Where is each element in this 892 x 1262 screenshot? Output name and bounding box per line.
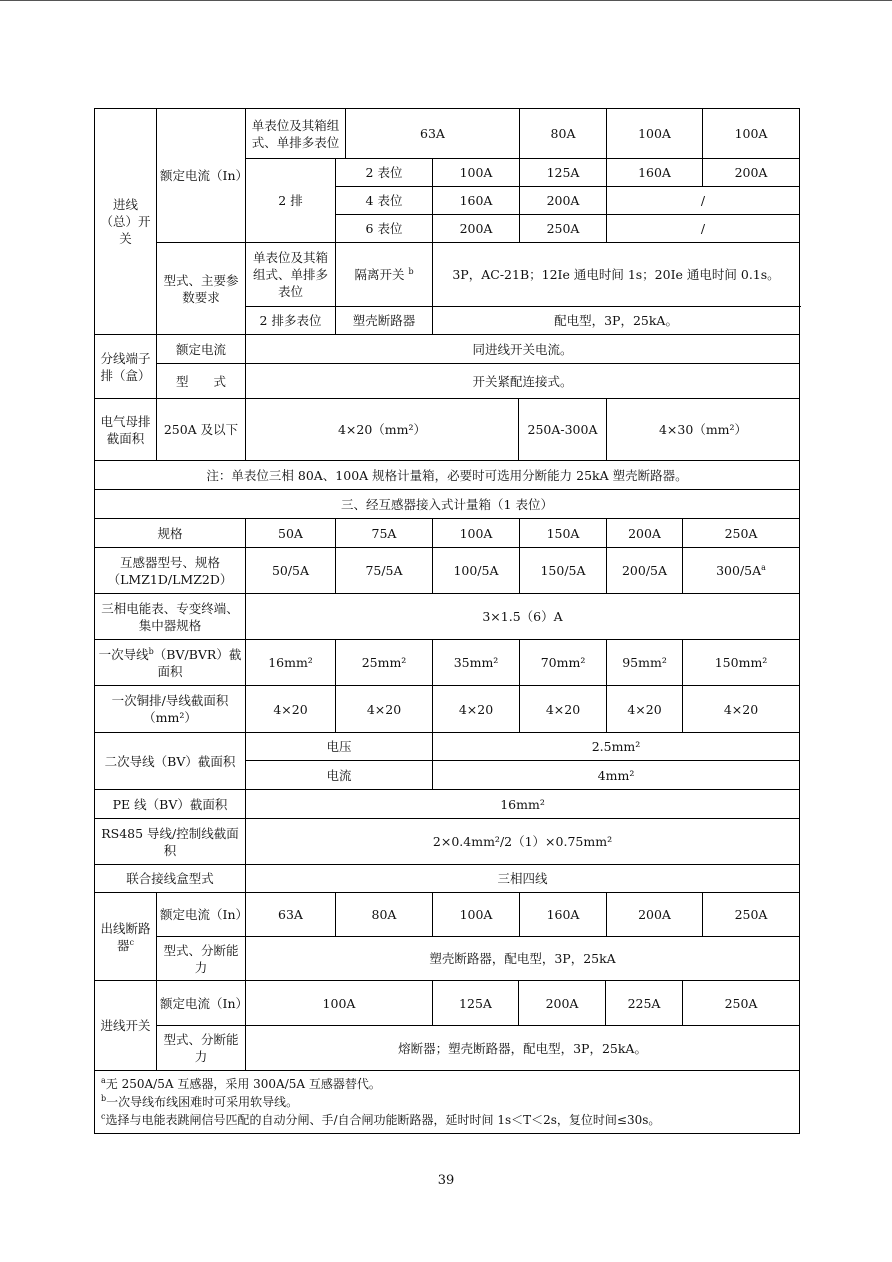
metering-box-spec-table	[94, 108, 800, 1134]
cell: 4×30（mm²）	[607, 399, 800, 461]
cell: 2.5mm²	[433, 733, 800, 761]
cell: 100A	[246, 981, 433, 1026]
incoming-main-switch-label: 进线（总）开关	[95, 109, 157, 335]
spec-label: 规格	[95, 519, 246, 548]
cell: 35mm²	[433, 640, 520, 686]
pe-wire-label: PE 线（BV）截面积	[95, 790, 246, 819]
cell: 150mm²	[683, 640, 800, 686]
rs485-label: RS485 导线/控制线截面积	[95, 819, 246, 865]
cell: 16mm²	[246, 640, 336, 686]
cell: 型式、分断能力	[157, 937, 246, 981]
cell: 250A	[703, 893, 800, 937]
cell: 三相四线	[246, 865, 800, 893]
cell: 70mm²	[520, 640, 607, 686]
cell: 50A	[246, 519, 336, 548]
cell: 160A	[607, 159, 703, 187]
branch-terminal-label: 分线端子排（盒）	[95, 335, 157, 399]
cell: 80A	[336, 893, 433, 937]
secondary-wire-label: 二次导线（BV）截面积	[95, 733, 246, 790]
cell: 2 表位	[336, 159, 433, 187]
cell: 4×20	[433, 686, 520, 733]
cell: 250A	[520, 215, 607, 243]
footnote: $^c$选择与电能表跳闸信号匹配的自动分闸、手/自合闸功能断路器，延时时间 1s＜T＜2s，复位时间≤30s。	[101, 1112, 661, 1127]
incoming-switch-label: 进线开关	[95, 981, 157, 1071]
cell: 250A	[683, 981, 800, 1026]
cell: 250A 及以下	[157, 399, 246, 461]
cell: 250A-300A	[519, 399, 607, 461]
two-rows-label: 2 排	[246, 159, 336, 243]
cell: /	[607, 187, 800, 215]
footnotes	[95, 1071, 800, 1134]
footnote: $^a$无 250A/5A 互感器，采用 300A/5A 互感器替代。	[101, 1076, 381, 1091]
cell: 4×20	[607, 686, 683, 733]
cell: 100/5A	[433, 548, 520, 594]
cell: 型式、分断能力	[157, 1026, 246, 1071]
cell: 2×0.4mm²/2（1）×0.75mm²	[246, 819, 800, 865]
meter-spec-label: 三相电能表、专变终端、集中器规格	[95, 594, 246, 640]
cell: 塑壳断路器	[336, 307, 433, 335]
cell: 100A	[433, 519, 520, 548]
cell: 开关紧配连接式。	[246, 364, 800, 399]
cell: 单表位及其箱组式、单排多表位	[246, 243, 336, 307]
cell: 200/5A	[607, 548, 683, 594]
cell: 250A	[683, 519, 800, 548]
cell: 200A	[433, 215, 520, 243]
junction-box-label: 联合接线盒型式	[95, 865, 246, 893]
cell: 95mm²	[607, 640, 683, 686]
cell: 4mm²	[433, 761, 800, 790]
cell: 4×20	[336, 686, 433, 733]
isolator-label: 隔离开关 $^b$	[336, 243, 433, 307]
section-title: 三、经互感器接入式计量箱（1 表位）	[95, 490, 800, 519]
cell: 4 表位	[336, 187, 433, 215]
cell: 4×20	[520, 686, 607, 733]
rated-current-label: 额定电流（In）	[157, 109, 246, 243]
cell: 电流	[246, 761, 433, 790]
cell: 100A	[433, 893, 520, 937]
cell: 16mm²	[246, 790, 800, 819]
busbar-label: 电气母排截面积	[95, 399, 157, 461]
footnote: $^b$一次导线布线困难时可采用软导线。	[101, 1094, 299, 1109]
cell: 25mm²	[336, 640, 433, 686]
cell: 200A	[519, 981, 606, 1026]
cell: 200A	[607, 519, 683, 548]
cell: 塑壳断路器，配电型，3P，25kA	[246, 937, 800, 981]
type-requirement-label: 型式、主要参数要求	[157, 243, 246, 335]
cell: 50/5A	[246, 548, 336, 594]
cell: 150/5A	[520, 548, 607, 594]
cell: 额定电流（In）	[157, 893, 246, 937]
primary-copper-label: 一次铜排/导线截面积（mm²）	[95, 686, 246, 733]
cell: 200A	[607, 893, 703, 937]
ct-model-label: 互感器型号、规格（LMZ1D/LMZ2D）	[95, 548, 246, 594]
cell: 100A	[607, 109, 703, 159]
cell: 6 表位	[336, 215, 433, 243]
cell: 同进线开关电流。	[246, 335, 800, 364]
cell: 225A	[606, 981, 683, 1026]
page-top-rule	[0, 0, 892, 1]
cell: 160A	[520, 893, 607, 937]
cell: 80A	[520, 109, 607, 159]
cell: $300/5A^a$	[683, 548, 800, 594]
cell: 3×1.5（6）A	[246, 594, 800, 640]
single-meter-label: 单表位及其箱组式、单排多表位	[246, 109, 346, 159]
cell: 125A	[433, 981, 519, 1026]
cell: 200A	[703, 159, 800, 187]
cell: 100A	[433, 159, 520, 187]
primary-wire-label: 一次导线$^b$（BV/BVR）截面积	[95, 640, 246, 686]
cell: 63A	[246, 893, 336, 937]
cell: 2 排多表位	[246, 307, 336, 335]
table-note: 注：单表位三相 80A、100A 规格计量箱，必要时可选用分断能力 25kA 塑壳断路器。	[95, 461, 800, 490]
cell: 200A	[520, 187, 607, 215]
cell: 额定电流	[157, 335, 246, 364]
cell: 150A	[520, 519, 607, 548]
cell: 63A	[346, 109, 520, 159]
cell: 4×20	[683, 686, 800, 733]
cell: 75A	[336, 519, 433, 548]
cell: 配电型，3P，25kA。	[433, 307, 800, 335]
cell: 100A	[703, 109, 800, 159]
cell: 75/5A	[336, 548, 433, 594]
page-number: 39	[437, 1173, 455, 1188]
cell: 4×20（mm²）	[246, 399, 519, 461]
cell: 熔断器；塑壳断路器，配电型，3P，25kA。	[246, 1026, 800, 1071]
cell: 3P，AC-21B；12Ie 通电时间 1s；20Ie 通电时间 0.1s。	[433, 243, 800, 307]
cell: 额定电流（In）	[157, 981, 246, 1026]
cell: 160A	[433, 187, 520, 215]
cell: 4×20	[246, 686, 336, 733]
cell: 型 式	[157, 364, 246, 399]
cell: 电压	[246, 733, 433, 761]
cell: 125A	[520, 159, 607, 187]
outgoing-breaker-label: 出线断路器$^c$	[95, 893, 157, 981]
cell: /	[607, 215, 800, 243]
